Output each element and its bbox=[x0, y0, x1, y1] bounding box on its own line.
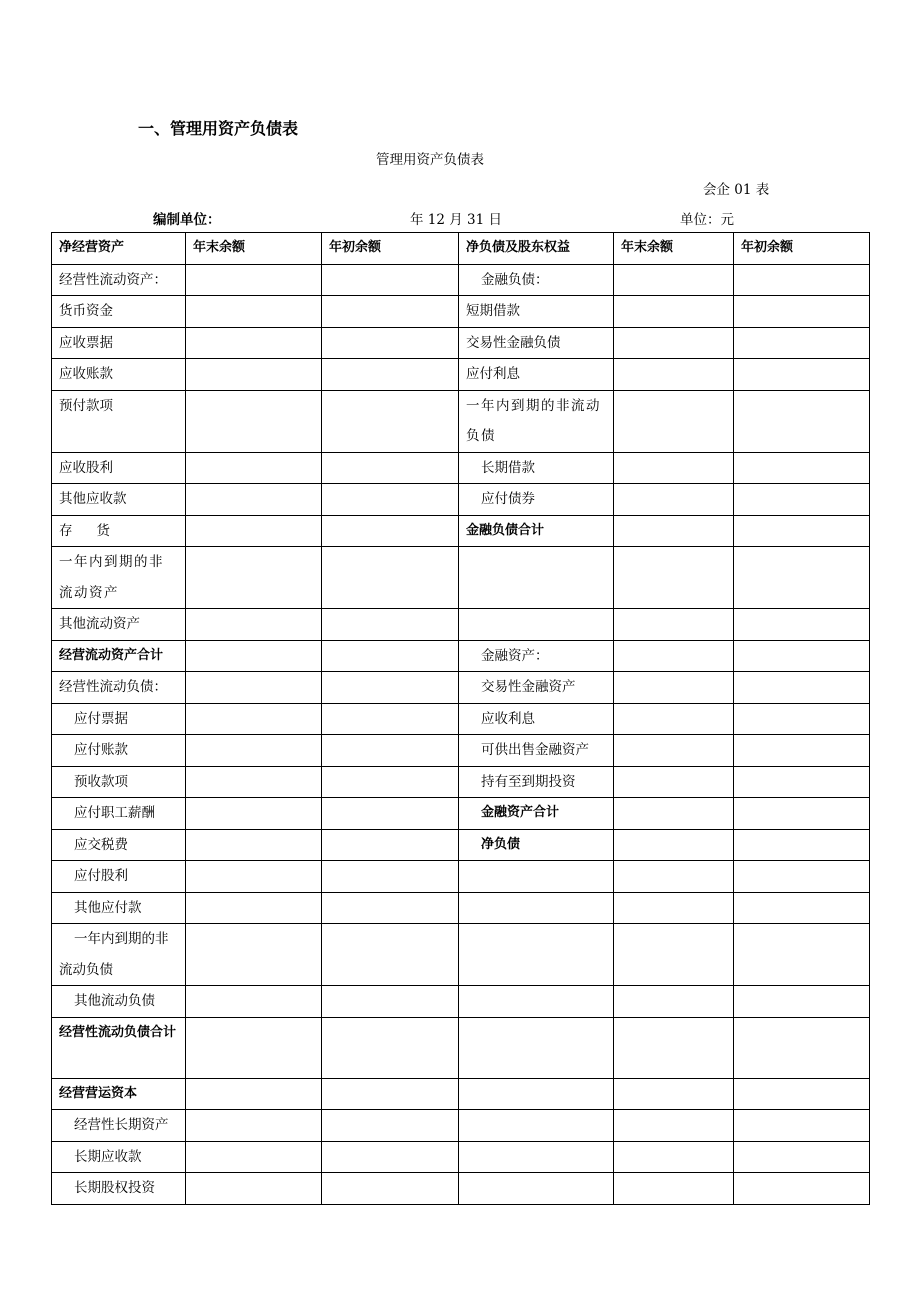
value-cell[interactable] bbox=[734, 327, 870, 359]
value-cell[interactable] bbox=[186, 924, 322, 986]
value-cell[interactable] bbox=[186, 861, 322, 893]
value-cell[interactable] bbox=[734, 264, 870, 296]
value-cell[interactable] bbox=[322, 1141, 459, 1173]
value-cell[interactable] bbox=[322, 547, 459, 609]
value-cell[interactable] bbox=[734, 452, 870, 484]
value-cell[interactable] bbox=[614, 327, 734, 359]
value-cell[interactable] bbox=[322, 924, 459, 986]
value-cell[interactable] bbox=[186, 672, 322, 704]
value-cell[interactable] bbox=[734, 1017, 870, 1078]
row-label-left: 其他流动资产 bbox=[52, 609, 186, 641]
value-cell[interactable] bbox=[186, 892, 322, 924]
row-label-right: 应收利息 bbox=[459, 703, 614, 735]
value-cell[interactable] bbox=[322, 264, 459, 296]
value-cell[interactable] bbox=[614, 1078, 734, 1110]
row-label-left: 应付账款 bbox=[52, 735, 186, 767]
balance-sheet-table bbox=[51, 232, 870, 1205]
value-cell[interactable] bbox=[186, 452, 322, 484]
value-cell[interactable] bbox=[734, 735, 870, 767]
table-row bbox=[52, 484, 870, 516]
table-row bbox=[52, 452, 870, 484]
table-row bbox=[52, 829, 870, 861]
table-row bbox=[52, 672, 870, 704]
value-cell[interactable] bbox=[614, 1173, 734, 1205]
value-cell[interactable] bbox=[322, 327, 459, 359]
row-label-right bbox=[459, 1173, 614, 1205]
value-cell[interactable] bbox=[734, 1078, 870, 1110]
value-cell[interactable] bbox=[614, 892, 734, 924]
value-cell[interactable] bbox=[734, 924, 870, 986]
row-label-left: 经营性流动负债： bbox=[52, 672, 186, 704]
table-row bbox=[52, 515, 870, 547]
value-cell[interactable] bbox=[614, 703, 734, 735]
value-cell[interactable] bbox=[322, 1173, 459, 1205]
value-cell[interactable] bbox=[734, 515, 870, 547]
value-cell[interactable] bbox=[734, 390, 870, 452]
value-cell[interactable] bbox=[734, 296, 870, 328]
table-row bbox=[52, 1141, 870, 1173]
row-label-right: 交易性金融资产 bbox=[459, 672, 614, 704]
value-cell[interactable] bbox=[322, 861, 459, 893]
value-cell[interactable] bbox=[734, 484, 870, 516]
value-cell[interactable] bbox=[322, 452, 459, 484]
row-label-right: 应付债券 bbox=[459, 484, 614, 516]
value-cell[interactable] bbox=[734, 798, 870, 830]
row-label-left: 长期股权投资 bbox=[52, 1173, 186, 1205]
value-cell[interactable] bbox=[734, 1173, 870, 1205]
table-row bbox=[52, 892, 870, 924]
value-cell[interactable] bbox=[322, 296, 459, 328]
section-heading: 一、管理用资产负债表 bbox=[138, 119, 299, 138]
value-cell[interactable] bbox=[322, 1110, 459, 1142]
table-row bbox=[52, 861, 870, 893]
row-label-left: 预付款项 bbox=[52, 390, 186, 452]
header-net-liabilities-equity: 净负债及股东权益 bbox=[459, 233, 614, 265]
value-cell[interactable] bbox=[614, 296, 734, 328]
value-cell[interactable] bbox=[186, 735, 322, 767]
value-cell[interactable] bbox=[614, 829, 734, 861]
table-row bbox=[52, 296, 870, 328]
row-label-right bbox=[459, 892, 614, 924]
value-cell[interactable] bbox=[322, 609, 459, 641]
value-cell[interactable] bbox=[734, 547, 870, 609]
value-cell[interactable] bbox=[322, 1017, 459, 1078]
value-cell[interactable] bbox=[186, 798, 322, 830]
value-cell[interactable] bbox=[322, 892, 459, 924]
row-label-right: 短期借款 bbox=[459, 296, 614, 328]
value-cell[interactable] bbox=[614, 547, 734, 609]
value-cell[interactable] bbox=[614, 1110, 734, 1142]
value-cell[interactable] bbox=[734, 640, 870, 672]
value-cell[interactable] bbox=[614, 484, 734, 516]
table-row bbox=[52, 798, 870, 830]
value-cell[interactable] bbox=[734, 986, 870, 1018]
value-cell[interactable] bbox=[186, 359, 322, 391]
header-begin-balance-right: 年初余额 bbox=[734, 233, 870, 265]
row-label-right bbox=[459, 609, 614, 641]
table-row bbox=[52, 327, 870, 359]
row-label-right bbox=[459, 1078, 614, 1110]
value-cell[interactable] bbox=[614, 672, 734, 704]
value-cell[interactable] bbox=[614, 1141, 734, 1173]
value-cell[interactable] bbox=[322, 829, 459, 861]
row-label-right: 净负债 bbox=[459, 829, 614, 861]
table-row bbox=[52, 359, 870, 391]
row-label-right: 一年内到期的非流动负债 bbox=[459, 390, 614, 452]
value-cell[interactable] bbox=[186, 609, 322, 641]
value-cell[interactable] bbox=[614, 1017, 734, 1078]
value-cell[interactable] bbox=[614, 264, 734, 296]
value-cell[interactable] bbox=[322, 735, 459, 767]
value-cell[interactable] bbox=[614, 515, 734, 547]
value-cell[interactable] bbox=[734, 861, 870, 893]
compiler-label: 编制单位： bbox=[153, 212, 221, 228]
row-label-left: 应收账款 bbox=[52, 359, 186, 391]
table-row bbox=[52, 986, 870, 1018]
value-cell[interactable] bbox=[614, 924, 734, 986]
row-label-right: 金融资产合计 bbox=[459, 798, 614, 830]
value-cell[interactable] bbox=[186, 484, 322, 516]
row-label-left: 经营营运资本 bbox=[52, 1078, 186, 1110]
row-label-right bbox=[459, 1017, 614, 1078]
row-label-right: 应付利息 bbox=[459, 359, 614, 391]
row-label-right: 金融负债： bbox=[459, 264, 614, 296]
row-label-left: 应付股利 bbox=[52, 861, 186, 893]
row-label-left: 一年内到期的非流动负债 bbox=[52, 924, 186, 986]
date-label: 年 12 月 31 日 bbox=[410, 212, 503, 228]
row-label-right bbox=[459, 861, 614, 893]
table-row bbox=[52, 390, 870, 452]
value-cell[interactable] bbox=[322, 484, 459, 516]
table-header-row bbox=[52, 233, 870, 265]
table-row bbox=[52, 1078, 870, 1110]
value-cell[interactable] bbox=[614, 640, 734, 672]
row-label-right: 金融资产： bbox=[459, 640, 614, 672]
row-label-right bbox=[459, 1110, 614, 1142]
value-cell[interactable] bbox=[186, 296, 322, 328]
value-cell[interactable] bbox=[322, 672, 459, 704]
row-label-left: 一年内到期的非流动资产 bbox=[52, 547, 186, 609]
row-label-right: 金融负债合计 bbox=[459, 515, 614, 547]
table-row bbox=[52, 1017, 870, 1078]
value-cell[interactable] bbox=[734, 609, 870, 641]
table-row bbox=[52, 1110, 870, 1142]
table-row bbox=[52, 264, 870, 296]
value-cell[interactable] bbox=[322, 766, 459, 798]
table-row bbox=[52, 609, 870, 641]
value-cell[interactable] bbox=[614, 735, 734, 767]
row-label-left: 其他应付款 bbox=[52, 892, 186, 924]
row-label-left: 预收款项 bbox=[52, 766, 186, 798]
row-label-left: 经营流动资产合计 bbox=[52, 640, 186, 672]
table-row bbox=[52, 735, 870, 767]
row-label-right bbox=[459, 1141, 614, 1173]
value-cell[interactable] bbox=[322, 515, 459, 547]
value-cell[interactable] bbox=[614, 798, 734, 830]
value-cell[interactable] bbox=[734, 359, 870, 391]
value-cell[interactable] bbox=[186, 1017, 322, 1078]
value-cell[interactable] bbox=[186, 515, 322, 547]
row-label-right: 长期借款 bbox=[459, 452, 614, 484]
value-cell[interactable] bbox=[186, 1110, 322, 1142]
value-cell[interactable] bbox=[734, 766, 870, 798]
header-begin-balance-left: 年初余额 bbox=[322, 233, 459, 265]
row-label-right bbox=[459, 924, 614, 986]
row-label-left: 应付票据 bbox=[52, 703, 186, 735]
row-label-left: 货币资金 bbox=[52, 296, 186, 328]
header-end-balance-left: 年末余额 bbox=[186, 233, 322, 265]
value-cell[interactable] bbox=[322, 359, 459, 391]
table-row bbox=[52, 1173, 870, 1205]
value-cell[interactable] bbox=[186, 640, 322, 672]
value-cell[interactable] bbox=[322, 798, 459, 830]
table-row bbox=[52, 766, 870, 798]
value-cell[interactable] bbox=[322, 986, 459, 1018]
value-cell[interactable] bbox=[614, 861, 734, 893]
value-cell[interactable] bbox=[734, 672, 870, 704]
value-cell[interactable] bbox=[734, 1110, 870, 1142]
table-row bbox=[52, 924, 870, 986]
currency-unit-label: 单位：元 bbox=[680, 212, 734, 228]
value-cell[interactable] bbox=[614, 986, 734, 1018]
value-cell[interactable] bbox=[322, 1078, 459, 1110]
row-label-right: 交易性金融负债 bbox=[459, 327, 614, 359]
row-label-left: 应交税费 bbox=[52, 829, 186, 861]
row-label-left: 存货 bbox=[52, 515, 186, 547]
table-title: 管理用资产负债表 bbox=[376, 152, 484, 168]
table-row bbox=[52, 547, 870, 609]
row-label-left: 经营性流动资产： bbox=[52, 264, 186, 296]
row-label-left: 应付职工薪酬 bbox=[52, 798, 186, 830]
row-label-right bbox=[459, 547, 614, 609]
form-number: 会企 01 表 bbox=[703, 182, 770, 198]
table-row bbox=[52, 703, 870, 735]
row-label-right: 可供出售金融资产 bbox=[459, 735, 614, 767]
value-cell[interactable] bbox=[186, 1141, 322, 1173]
value-cell[interactable] bbox=[734, 1141, 870, 1173]
value-cell[interactable] bbox=[614, 609, 734, 641]
value-cell[interactable] bbox=[186, 829, 322, 861]
value-cell[interactable] bbox=[614, 359, 734, 391]
value-cell[interactable] bbox=[614, 452, 734, 484]
row-label-left: 经营性流动负债合计 bbox=[52, 1017, 186, 1078]
value-cell[interactable] bbox=[734, 892, 870, 924]
value-cell[interactable] bbox=[186, 327, 322, 359]
value-cell[interactable] bbox=[186, 703, 322, 735]
value-cell[interactable] bbox=[186, 547, 322, 609]
value-cell[interactable] bbox=[734, 829, 870, 861]
value-cell[interactable] bbox=[614, 390, 734, 452]
row-label-left: 其他流动负债 bbox=[52, 986, 186, 1018]
value-cell[interactable] bbox=[186, 1173, 322, 1205]
value-cell[interactable] bbox=[322, 390, 459, 452]
row-label-left: 长期应收款 bbox=[52, 1141, 186, 1173]
row-label-left: 经营性长期资产 bbox=[52, 1110, 186, 1142]
value-cell[interactable] bbox=[186, 390, 322, 452]
row-label-left: 应收票据 bbox=[52, 327, 186, 359]
row-label-left: 应收股利 bbox=[52, 452, 186, 484]
row-label-left: 其他应收款 bbox=[52, 484, 186, 516]
row-label-right bbox=[459, 986, 614, 1018]
value-cell[interactable] bbox=[186, 986, 322, 1018]
value-cell[interactable] bbox=[322, 640, 459, 672]
value-cell[interactable] bbox=[186, 1078, 322, 1110]
row-label-right: 持有至到期投资 bbox=[459, 766, 614, 798]
value-cell[interactable] bbox=[186, 766, 322, 798]
value-cell[interactable] bbox=[734, 703, 870, 735]
value-cell[interactable] bbox=[186, 264, 322, 296]
value-cell[interactable] bbox=[614, 766, 734, 798]
value-cell[interactable] bbox=[322, 703, 459, 735]
header-end-balance-right: 年末余额 bbox=[614, 233, 734, 265]
header-net-operating-assets: 净经营资产 bbox=[52, 233, 186, 265]
table-row bbox=[52, 640, 870, 672]
